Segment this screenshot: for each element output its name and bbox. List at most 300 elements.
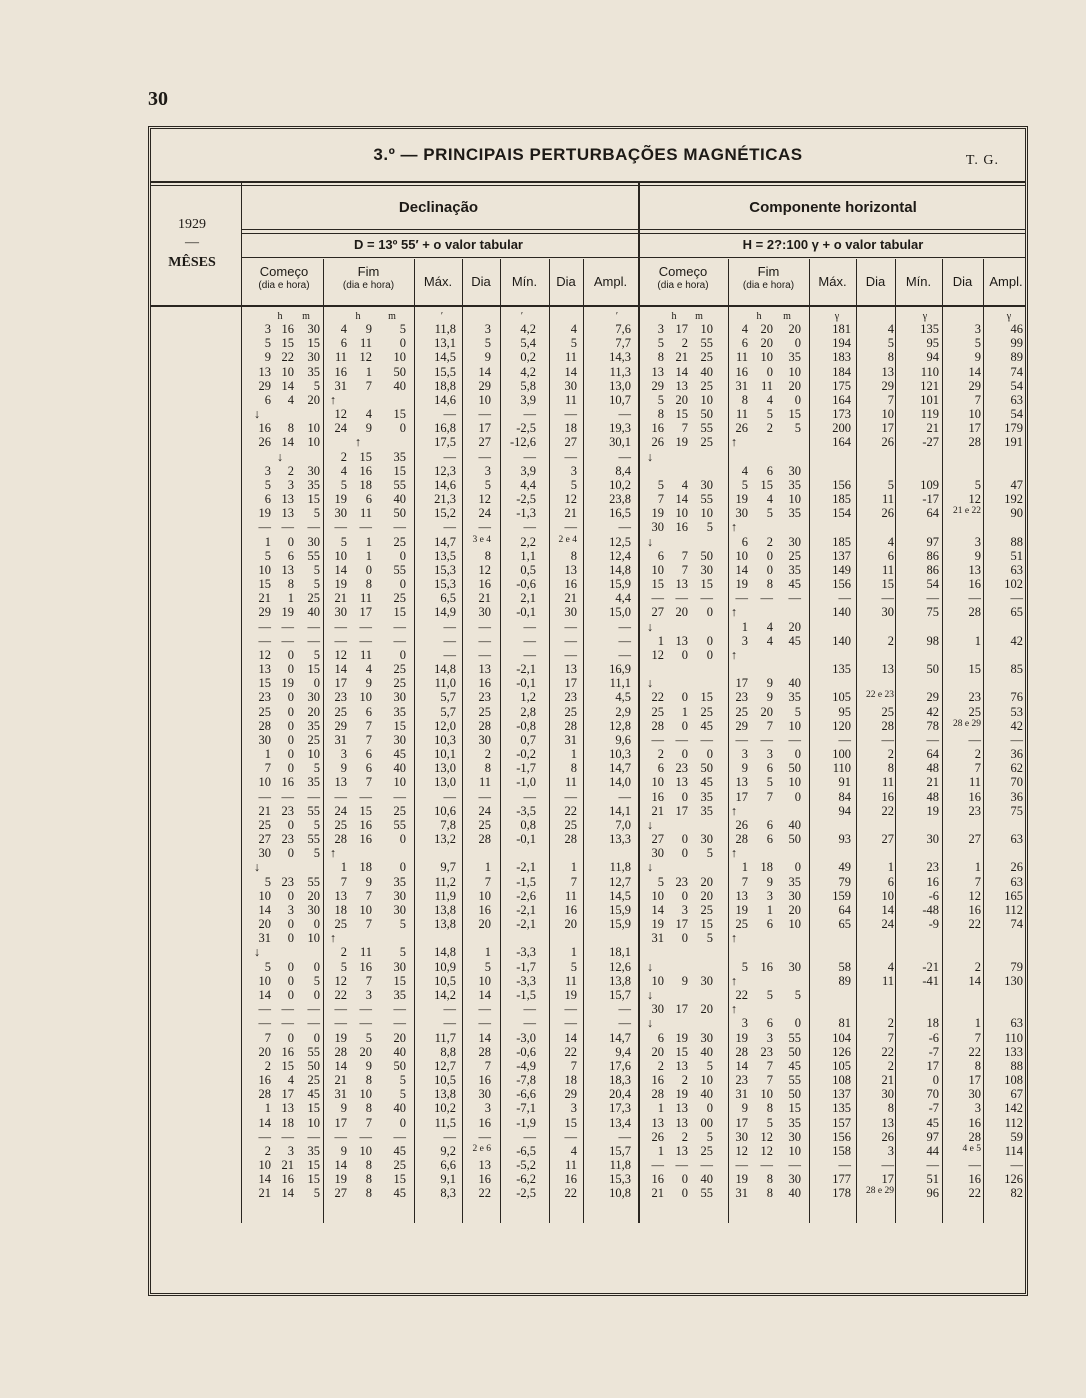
- column-header-declination-4: Mín.: [511, 274, 538, 289]
- table-cell: 14: [334, 1058, 347, 1073]
- table-cell: —: [281, 1002, 294, 1017]
- table-cell: 17: [968, 421, 981, 436]
- table-cell: 11,2: [434, 874, 456, 889]
- table-cell: 30: [334, 605, 347, 620]
- column-divider: [414, 259, 415, 1223]
- table-cell: 1: [657, 1101, 664, 1116]
- table-cell: 2 e 6: [472, 1143, 491, 1154]
- unit-label: γ: [834, 311, 840, 322]
- table-cell: 10: [788, 364, 801, 379]
- table-cell: 0: [706, 633, 713, 648]
- table-cell: 16,9: [609, 662, 631, 677]
- table-cell: 22: [735, 987, 748, 1002]
- table-cell: 3: [741, 1016, 748, 1031]
- table-cell: 11: [881, 973, 894, 988]
- table-cell: 19: [735, 577, 748, 592]
- table-cell: 30: [788, 1172, 801, 1187]
- table-cell: 14,5: [609, 888, 631, 903]
- table-cell: 44: [926, 1143, 939, 1158]
- table-cell: 13: [334, 775, 347, 790]
- table-cell: 20: [307, 392, 320, 407]
- table-cell: 40: [393, 761, 406, 776]
- table-cell: —: [393, 1016, 406, 1031]
- table-cell: 45: [788, 577, 801, 592]
- table-cell: ↓: [253, 945, 261, 960]
- table-cell: 55: [700, 1186, 713, 1201]
- table-cell: 19: [281, 605, 294, 620]
- table-cell: —: [307, 520, 320, 535]
- table-cell: —: [258, 1002, 271, 1017]
- table-cell: 1: [365, 364, 372, 379]
- table-cell: —: [523, 449, 536, 464]
- table-cell: 10: [760, 1087, 773, 1102]
- table-cell: 177: [832, 1172, 851, 1187]
- table-cell: —: [334, 1016, 347, 1031]
- table-cell: 30: [307, 350, 320, 365]
- table-cell: 5: [399, 322, 406, 336]
- table-cell: 4: [741, 322, 748, 336]
- table-cell: -3,0: [516, 1030, 536, 1045]
- table-cell: 28: [478, 1044, 491, 1059]
- table-cell: 31: [735, 378, 748, 393]
- unit-label: ′: [520, 311, 524, 322]
- table-cell: 4,5: [615, 690, 631, 705]
- table-cell: 13: [675, 1058, 688, 1073]
- table-cell: 5: [657, 392, 664, 407]
- table-cell: ↑: [730, 803, 738, 818]
- table-cell: —: [523, 520, 536, 535]
- table-cell: -1,3: [516, 506, 536, 521]
- table-cell: 85: [1010, 662, 1023, 677]
- table-cell: 13: [675, 633, 688, 648]
- table-cell: 11: [564, 392, 577, 407]
- table-cell: 6: [657, 1030, 664, 1045]
- table-cell: 65: [1010, 605, 1023, 620]
- table-cell: 15,7: [609, 987, 631, 1002]
- table-cell: 11: [881, 562, 894, 577]
- table-cell: 15: [393, 973, 406, 988]
- table-cell: 5: [570, 477, 577, 492]
- table-cell: 12: [334, 407, 347, 422]
- table-cell: —: [564, 647, 577, 662]
- table-cell: —: [307, 1002, 320, 1017]
- table-cell: 14: [281, 1186, 294, 1201]
- table-cell: 13,0: [434, 761, 456, 776]
- table-cell: 9: [741, 761, 748, 776]
- table-cell: 13: [334, 888, 347, 903]
- table-cell: 5: [974, 336, 981, 351]
- group-rule: [241, 229, 1025, 230]
- table-cell: 30: [926, 832, 939, 847]
- table-cell: 16: [334, 364, 347, 379]
- table-cell: 6: [365, 761, 372, 776]
- table-cell: 16: [760, 959, 773, 974]
- table-cell: 28: [334, 1044, 347, 1059]
- table-cell: 2: [264, 1058, 271, 1073]
- table-cell: 55: [393, 817, 406, 832]
- table-cell: 5: [570, 336, 577, 351]
- table-cell: 7: [365, 775, 372, 790]
- table-cell: 25: [393, 534, 406, 549]
- table-cell: 31: [651, 931, 664, 946]
- table-cell: 45: [393, 1143, 406, 1158]
- table-cell: 0: [313, 917, 320, 932]
- table-cell: —: [523, 619, 536, 634]
- table-cell: 3: [340, 747, 347, 762]
- table-cell: 6: [741, 534, 748, 549]
- table-cell: —: [838, 732, 851, 747]
- table-cell: 3: [766, 1030, 773, 1045]
- table-cell: —: [564, 1016, 577, 1031]
- table-cell: 10: [651, 562, 664, 577]
- table-cell: 26: [258, 435, 271, 450]
- table-cell: 140: [832, 633, 851, 648]
- table-cell: 0: [681, 846, 688, 861]
- table-cell: 79: [1010, 959, 1023, 974]
- column-header-horizontal-1: Fim (dia e hora): [742, 264, 795, 291]
- table-cell: 18: [564, 1073, 577, 1087]
- table-cell: 70: [1010, 775, 1023, 790]
- table-cell: 10: [478, 392, 491, 407]
- table-cell: 3: [484, 463, 491, 478]
- table-cell: 14: [478, 1030, 491, 1045]
- table-cell: 9: [484, 350, 491, 365]
- group-rule-2: [241, 233, 1025, 234]
- table-cell: —: [788, 1158, 801, 1173]
- table-cell: 0: [287, 931, 294, 946]
- table-cell: 5: [706, 1129, 713, 1144]
- table-cell: 2: [340, 449, 347, 464]
- table-cell: 20: [700, 888, 713, 903]
- table-cell: —: [838, 1158, 851, 1173]
- table-cell: 1: [570, 860, 577, 875]
- table-cell: 0: [681, 789, 688, 804]
- table-cell: 11,0: [434, 676, 456, 691]
- table-cell: 25: [393, 1158, 406, 1173]
- table-cell: 15,9: [609, 902, 631, 917]
- table-cell: 185: [832, 534, 851, 549]
- table-cell: 29: [564, 1087, 577, 1102]
- table-cell: 10: [881, 407, 894, 422]
- table-cell: 10: [788, 1143, 801, 1158]
- table-cell: 20: [788, 619, 801, 634]
- table-cell: 142: [1004, 1101, 1023, 1116]
- table-cell: —: [443, 1129, 456, 1144]
- table-cell: 5: [484, 336, 491, 351]
- table-cell: 5: [264, 548, 271, 563]
- table-cell: 0: [681, 1186, 688, 1201]
- table-cell: 15: [651, 577, 664, 592]
- table-cell: 7: [741, 874, 748, 889]
- table-cell: —: [618, 619, 631, 634]
- table-cell: 15: [393, 605, 406, 620]
- table-cell: 9: [340, 761, 347, 776]
- table-cell: 16: [651, 1073, 664, 1087]
- table-cell: -9: [928, 917, 939, 932]
- table-cell: 15: [675, 1044, 688, 1059]
- table-cell: 11: [760, 378, 773, 393]
- table-cell: 17: [359, 605, 372, 620]
- table-cell: 64: [838, 902, 851, 917]
- table-cell: 0: [794, 789, 801, 804]
- table-cell: 23: [735, 1073, 748, 1087]
- table-cell: 30: [788, 959, 801, 974]
- table-cell: 17: [881, 421, 894, 436]
- table-cell: 5,7: [440, 704, 456, 719]
- table-cell: 13,0: [609, 378, 631, 393]
- table-cell: 16: [359, 832, 372, 847]
- table-cell: —: [618, 647, 631, 662]
- table-cell: 10: [788, 492, 801, 507]
- unit-label: m: [302, 311, 310, 322]
- table-cell: 14: [968, 973, 981, 988]
- table-cell: 22: [968, 917, 981, 932]
- table-cell: 9: [741, 1101, 748, 1116]
- table-cell: 5: [313, 973, 320, 988]
- table-cell: 192: [1004, 492, 1023, 507]
- table-cell: —: [564, 619, 577, 634]
- table-cell: 15: [393, 463, 406, 478]
- table-cell: 13,8: [434, 917, 456, 932]
- table-cell: 18: [760, 860, 773, 875]
- table-cell: 0,2: [520, 350, 536, 365]
- table-cell: 20: [760, 704, 773, 719]
- table-cell: 0: [313, 676, 320, 691]
- table-cell: 8: [484, 761, 491, 776]
- table-cell: -6,2: [516, 1172, 536, 1187]
- table-cell: ↑: [730, 435, 738, 450]
- table-cell: —: [478, 647, 491, 662]
- table-cell: -6: [928, 1030, 939, 1045]
- table-cell: 7,7: [615, 336, 631, 351]
- table-cell: -7,8: [516, 1073, 536, 1087]
- table-cell: 7: [974, 874, 981, 889]
- table-cell: 7: [657, 492, 664, 507]
- table-cell: 16: [359, 959, 372, 974]
- table-cell: —: [359, 520, 372, 535]
- table-cell: 0: [399, 1115, 406, 1130]
- table-cell: 8: [287, 421, 294, 436]
- table-cell: 23: [675, 874, 688, 889]
- table-cell: —: [359, 1016, 372, 1031]
- table-cell: 8: [570, 761, 577, 776]
- table-cell: 30: [564, 605, 577, 620]
- table-cell: 4: [340, 463, 347, 478]
- table-cell: 181: [832, 322, 851, 336]
- table-cell: 10: [281, 364, 294, 379]
- table-cell: 30: [651, 520, 664, 535]
- table-cell: 40: [788, 817, 801, 832]
- table-cell: 10: [651, 775, 664, 790]
- table-cell: 114: [1004, 1143, 1023, 1158]
- table-cell: 1: [365, 548, 372, 563]
- table-cell: 10: [307, 435, 320, 450]
- table-cell: ↓: [253, 860, 261, 875]
- table-cell: 3: [741, 747, 748, 762]
- title-rule: [151, 181, 1025, 183]
- table-cell: ↑: [730, 647, 738, 662]
- table-cell: 14,0: [609, 775, 631, 790]
- table-cell: 135: [832, 1101, 851, 1116]
- table-cell: 14: [478, 987, 491, 1002]
- table-cell: 12,5: [609, 534, 631, 549]
- table-cell: —: [443, 633, 456, 648]
- table-cell: 8: [657, 407, 664, 422]
- table-cell: 12: [478, 562, 491, 577]
- table-cell: 27: [564, 435, 577, 450]
- table-cell: 22: [564, 803, 577, 818]
- table-cell: 14: [334, 662, 347, 677]
- table-cell: 47: [1010, 477, 1023, 492]
- table-cell: 5: [766, 1115, 773, 1130]
- table-cell: 16: [281, 1044, 294, 1059]
- table-cell: 2 e 4: [558, 534, 577, 545]
- table-cell: 8: [887, 350, 894, 365]
- table-cell: -6: [928, 888, 939, 903]
- table-cell: 90: [1010, 506, 1023, 521]
- table-cell: 164: [832, 435, 851, 450]
- column-header-declination-6: Ampl.: [593, 274, 628, 289]
- months-divider: [241, 181, 242, 1223]
- table-cell: 0: [365, 562, 372, 577]
- table-cell: 17: [334, 676, 347, 691]
- table-cell: 2: [974, 747, 981, 762]
- table-cell: 6: [657, 548, 664, 563]
- table-cell: —: [618, 1002, 631, 1017]
- table-cell: —: [523, 633, 536, 648]
- table-cell: 25: [307, 1073, 320, 1087]
- table-cell: 4: [365, 662, 372, 677]
- table-cell: 25: [968, 704, 981, 719]
- table-cell: 14,9: [434, 605, 456, 620]
- table-cell: 30: [968, 1087, 981, 1102]
- table-cell: 18,8: [434, 378, 456, 393]
- table-cell: —: [258, 789, 271, 804]
- table-cell: 13: [281, 506, 294, 521]
- table-cell: 20: [700, 874, 713, 889]
- horizontal-title: Componente horizontal: [749, 199, 917, 216]
- table-cell: 16: [478, 1172, 491, 1187]
- table-cell: —: [564, 1002, 577, 1017]
- table-cell: 112: [1004, 1115, 1023, 1130]
- table-cell: 5: [264, 874, 271, 889]
- table-cell: 16: [881, 789, 894, 804]
- table-cell: 7,6: [615, 322, 631, 336]
- table-cell: 121: [920, 378, 939, 393]
- table-cell: —: [334, 1002, 347, 1017]
- table-cell: 179: [1004, 421, 1023, 436]
- table-cell: 12,4: [609, 548, 631, 563]
- table-cell: 14,2: [434, 987, 456, 1002]
- table-cell: 7: [484, 1058, 491, 1073]
- table-cell: 25: [700, 704, 713, 719]
- table-cell: 35: [307, 775, 320, 790]
- table-cell: —: [523, 1129, 536, 1144]
- table-cell: 3: [287, 477, 294, 492]
- table-cell: 50: [700, 407, 713, 422]
- table-cell: 130: [1004, 973, 1023, 988]
- table-cell: 3: [766, 747, 773, 762]
- table-cell: 14,3: [609, 350, 631, 365]
- table-cell: 25: [334, 704, 347, 719]
- table-cell: 0: [287, 761, 294, 776]
- table-cell: 20: [788, 378, 801, 393]
- table-cell: 12,6: [609, 959, 631, 974]
- table-cell: 13: [651, 1115, 664, 1130]
- table-cell: 102: [1004, 577, 1023, 592]
- table-cell: —: [735, 591, 748, 606]
- table-cell: 0: [399, 647, 406, 662]
- table-cell: 10: [307, 421, 320, 436]
- table-cell: 40: [393, 378, 406, 393]
- table-cell: 48: [926, 789, 939, 804]
- table-cell: 120: [832, 718, 851, 733]
- table-cell: 19: [675, 435, 688, 450]
- column-divider: [942, 259, 943, 1223]
- table-cell: 28: [478, 832, 491, 847]
- table-cell: 12: [334, 973, 347, 988]
- table-cell: 28: [735, 832, 748, 847]
- unit-label: ′: [440, 311, 444, 322]
- table-cell: 6: [887, 548, 894, 563]
- table-cell: 15: [307, 336, 320, 351]
- table-cell: 2: [681, 336, 688, 351]
- table-cell: 19: [735, 902, 748, 917]
- column-header-horizontal-5: Dia: [952, 274, 973, 289]
- table-cell: —: [443, 1016, 456, 1031]
- table-cell: 18: [359, 477, 372, 492]
- table-cell: 35: [788, 690, 801, 705]
- table-cell: 0: [706, 747, 713, 762]
- table-cell: —: [760, 732, 773, 747]
- table-cell: 54: [1010, 407, 1023, 422]
- table-cell: 55: [788, 1030, 801, 1045]
- table-cell: -0,6: [516, 1044, 536, 1059]
- table-cell: 13,1: [434, 336, 456, 351]
- table-cell: ↓: [646, 817, 654, 832]
- table-cell: 18: [359, 860, 372, 875]
- table-cell: -17: [922, 492, 939, 507]
- table-cell: 12,3: [434, 463, 456, 478]
- table-cell: —: [258, 1129, 271, 1144]
- table-cell: 119: [920, 407, 939, 422]
- table-cell: 1: [365, 534, 372, 549]
- table-cell: 20: [675, 392, 688, 407]
- table-cell: ↓: [646, 860, 654, 875]
- table-title: 3.º — PRINCIPAIS PERTURBAÇÕES MAGNÉTICAS: [373, 145, 803, 164]
- table-cell: 1: [340, 860, 347, 875]
- table-cell: —: [564, 789, 577, 804]
- table-cell: —: [478, 789, 491, 804]
- table-cell: 5: [313, 506, 320, 521]
- table-cell: 0: [287, 959, 294, 974]
- table-cell: 13: [675, 1143, 688, 1158]
- table-cell: 12: [735, 1143, 748, 1158]
- table-cell: 133: [1004, 1044, 1023, 1059]
- table-cell: 25: [788, 548, 801, 563]
- table-cell: 19: [258, 506, 271, 521]
- table-cell: 0: [287, 718, 294, 733]
- table-cell: —: [307, 789, 320, 804]
- table-cell: 1: [484, 860, 491, 875]
- table-cell: 25: [393, 676, 406, 691]
- table-cell: 8: [365, 1101, 372, 1116]
- table-cell: 7: [974, 392, 981, 407]
- table-cell: 17,5: [434, 435, 456, 450]
- table-cell: 25: [735, 704, 748, 719]
- table-cell: 10: [307, 747, 320, 762]
- table-cell: —: [675, 1158, 688, 1173]
